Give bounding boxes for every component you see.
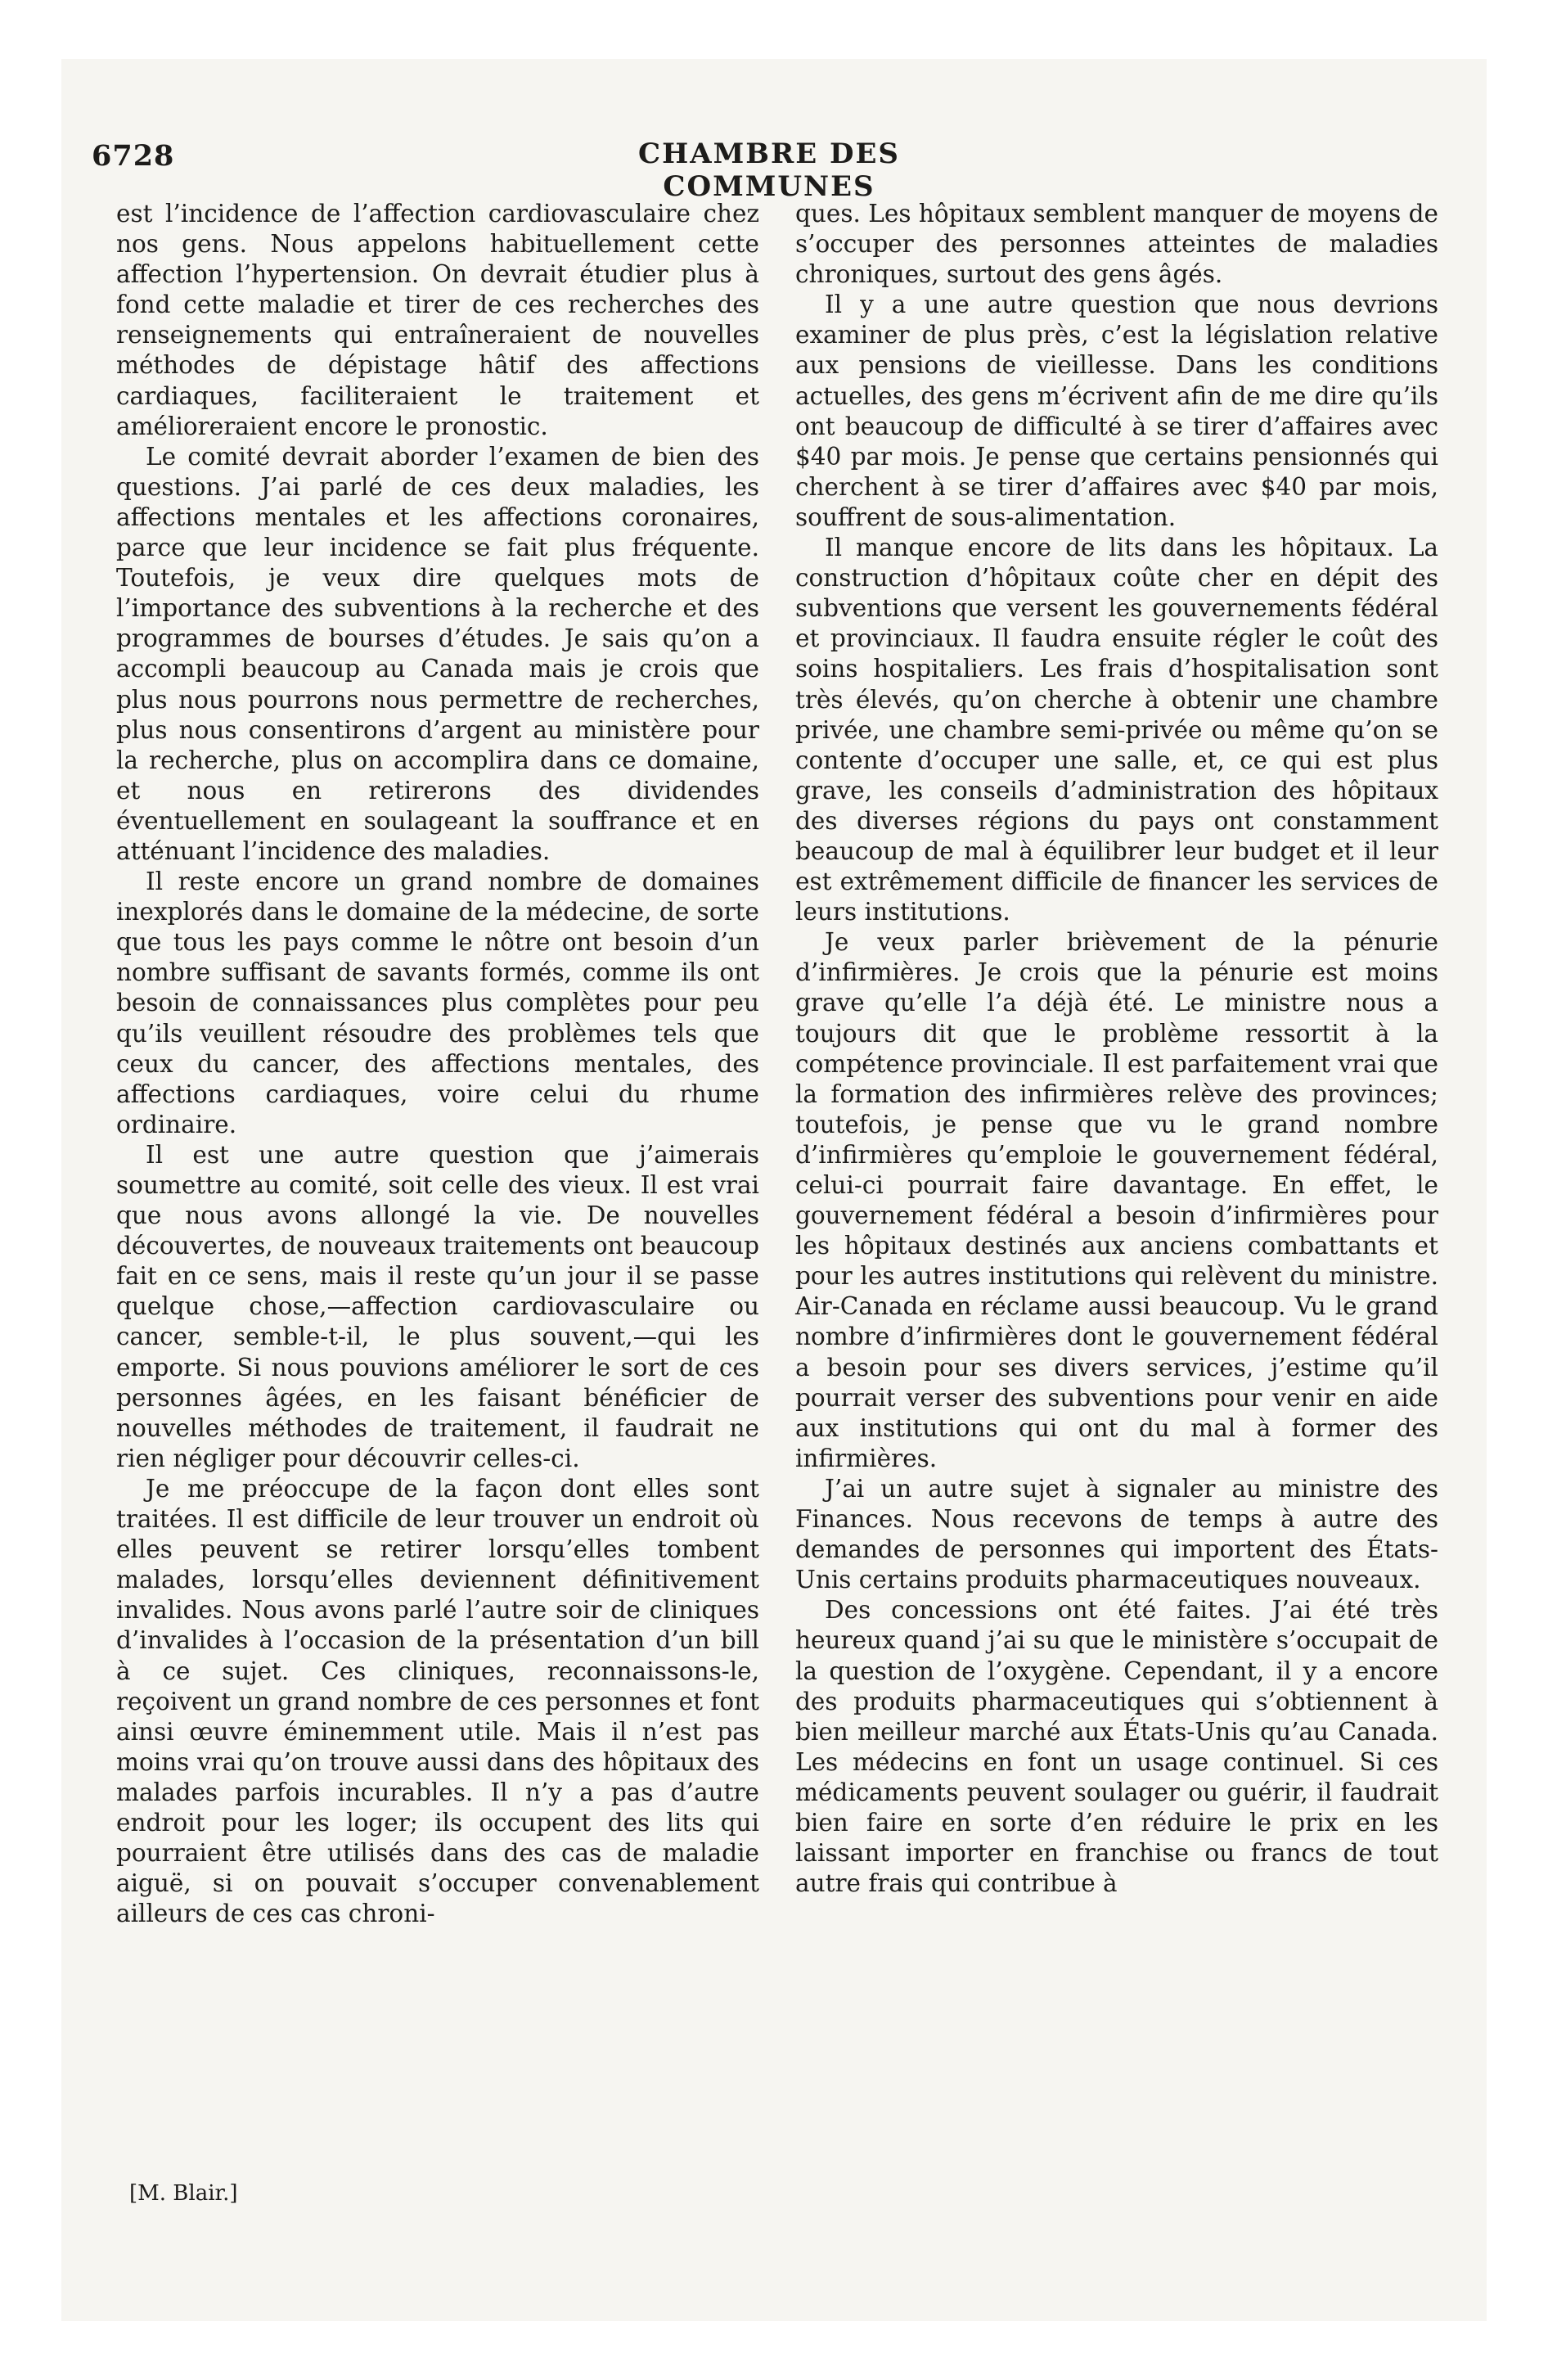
speaker-attribution: [M. Blair.]: [129, 2181, 238, 2206]
left-column: [116, 199, 759, 1929]
paragraph: Je me préoccupe de la façon dont elles sont traitées. Il est difficile de leur trouver un endroit où elles peuvent se retirer lorsqu’elles tombent malades, lorsqu’elles deviennent définitivement invalides. Nous avons parlé l’autre soir de cliniques d’invalides à l’occasion de la présentation d’un bill à ce sujet. Ces cliniques, reconnaissons-le, reçoivent un grand nombre de ces personnes et font ainsi œuvre éminemment utile. Mais il n’est pas moins vrai qu’on trouve aussi dans des hôpitaux des malades parfois incurables. Il n’y a pas d’autre endroit pour les loger; ils occupent des lits qui pourraient être utilisés dans des cas de maladie aiguë, si on pouvait s’occuper convenablement ailleurs de ces cas chroni-: [116, 1474, 759, 1928]
paragraph: Le comité devrait aborder l’examen de bien des questions. J’ai parlé de ces deux maladies, les affections mentales et les affections coronaires, parce que leur incidence se fait plus fréquente. Toutefois, je veux dire quelques mots de l’importance des subventions à la recherche et des programmes de bourses d’études. Je sais qu’on a accompli beaucoup au Canada mais je crois que plus nous pourrons nous permettre de recherches, plus nous consentirons d’argent au ministère pour la recherche, plus on accomplira dans ce domaine, et nous en retirerons des dividendes éventuellement en soulageant la souffrance et en atténuant l’incidence des maladies.: [116, 442, 759, 865]
right-column: [795, 199, 1438, 1899]
paragraph: Il reste encore un grand nombre de domaines inexplorés dans le domaine de la médecine, de sorte que tous les pays comme le nôtre ont besoin d’un nombre suffisant de savants formés, comme ils ont besoin de connaissances plus complètes pour peu qu’ils veuillent résoudre des problèmes tels que ceux du cancer, des affections mentales, des affections cardiaques, voire celui du rhume ordinaire.: [116, 868, 759, 1138]
paragraph: J’ai un autre sujet à signaler au ministre des Finances. Nous recevons de temps à autre des demandes de personnes qui importent des États-Unis certains produits pharmaceutiques nouveaux.: [795, 1474, 1438, 1594]
running-head: CHAMBRE DES COMMUNES: [638, 137, 900, 203]
paragraph: Je veux parler brièvement de la pénurie d’infirmières. Je crois que la pénurie est moins grave qu’elle l’a déjà été. Le ministre nous a toujours dit que le problème ressortit à la compétence provinciale. Il est parfaitement vrai que la formation des infirmières relève des provinces; toutefois, je pense que vu le grand nombre d’infirmières qu’emploie le gouvernement fédéral, celui-ci pourrait faire davantage. En effet, le gouvernement fédéral a besoin d’infirmières pour les hôpitaux destinés aux anciens combattants et pour les autres institutions qui relèvent du ministre. Air-Canada en réclame aussi beaucoup. Vu le grand nombre d’infirmières dont le gouvernement fédéral a besoin pour ses divers services, j’estime qu’il pourrait verser des subventions pour venir en aide aux institutions qui ont du mal à former des infirmières.: [795, 928, 1438, 1472]
paragraph: Il est une autre question que j’aimerais soumettre au comité, soit celle des vieux. Il est vrai que nous avons allongé la vie. De nouvelles découvertes, de nouveaux traitements ont beaucoup fait en ce sens, mais il reste qu’un jour il se passe quelque chose,—affection cardiovasculaire ou cancer, semble-t-il, le plus souvent,—qui les emporte. Si nous pouvions améliorer le sort de ces personnes âgées, en les faisant bénéficier de nouvelles méthodes de traitement, il faudrait ne rien négliger pour découvrir celles-ci.: [116, 1140, 759, 1472]
page-number: 6728: [92, 139, 175, 173]
paragraph: Il manque encore de lits dans les hôpitaux. La construction d’hôpitaux coûte cher en dépit des subventions que versent les gouvernements fédéral et provinciaux. Il faudra ensuite régler le coût des soins hospitaliers. Les frais d’hospitalisation sont très élevés, qu’on cherche à obtenir une chambre privée, une chambre semi-privée ou même qu’on se contente d’occuper une salle, et, ce qui est plus grave, les conseils d’administration des hôpitaux des diverses régions du pays ont constamment beaucoup de mal à équilibrer leur budget et il leur est extrêmement difficile de financer les services de leurs institutions.: [795, 534, 1438, 926]
paragraph: Il y a une autre question que nous devrions examiner de plus près, c’est la législation relative aux pensions de vieillesse. Dans les conditions actuelles, des gens m’écrivent afin de me dire qu’ils ont beaucoup de difficulté à se tirer d’affaires avec $40 par mois. Je pense que certains pensionnés qui cherchent à se tirer d’affaires avec $40 par mois, souffrent de sous-alimentation.: [795, 291, 1438, 531]
paragraph: Des concessions ont été faites. J’ai été très heureux quand j’ai su que le ministère s’occupait de la question de l’oxygène. Cependant, il y a encore des produits pharmaceutiques qui s’obtiennent à bien meilleur marché aux États-Unis qu’au Canada. Les médecins en font un usage continuel. Si ces médicaments peuvent soulager ou guérir, il faudrait bien faire en sorte d’en réduire le prix en les laissant importer en franchise ou francs de tout autre frais qui contribue à: [795, 1596, 1438, 1898]
paragraph: ques. Les hôpitaux semblent manquer de moyens de s’occuper des personnes atteintes de maladies chroniques, surtout des gens âgés.: [795, 200, 1438, 289]
paragraph: est l’incidence de l’affection cardiovasculaire chez nos gens. Nous appelons habituellement cette affection l’hypertension. On devrait étudier plus à fond cette maladie et tirer de ces recherches des renseignements qui entraîneraient de nouvelles méthodes de dépistage hâtif des affections cardiaques, faciliteraient le traitement et amélioreraient encore le pronostic.: [116, 200, 759, 440]
